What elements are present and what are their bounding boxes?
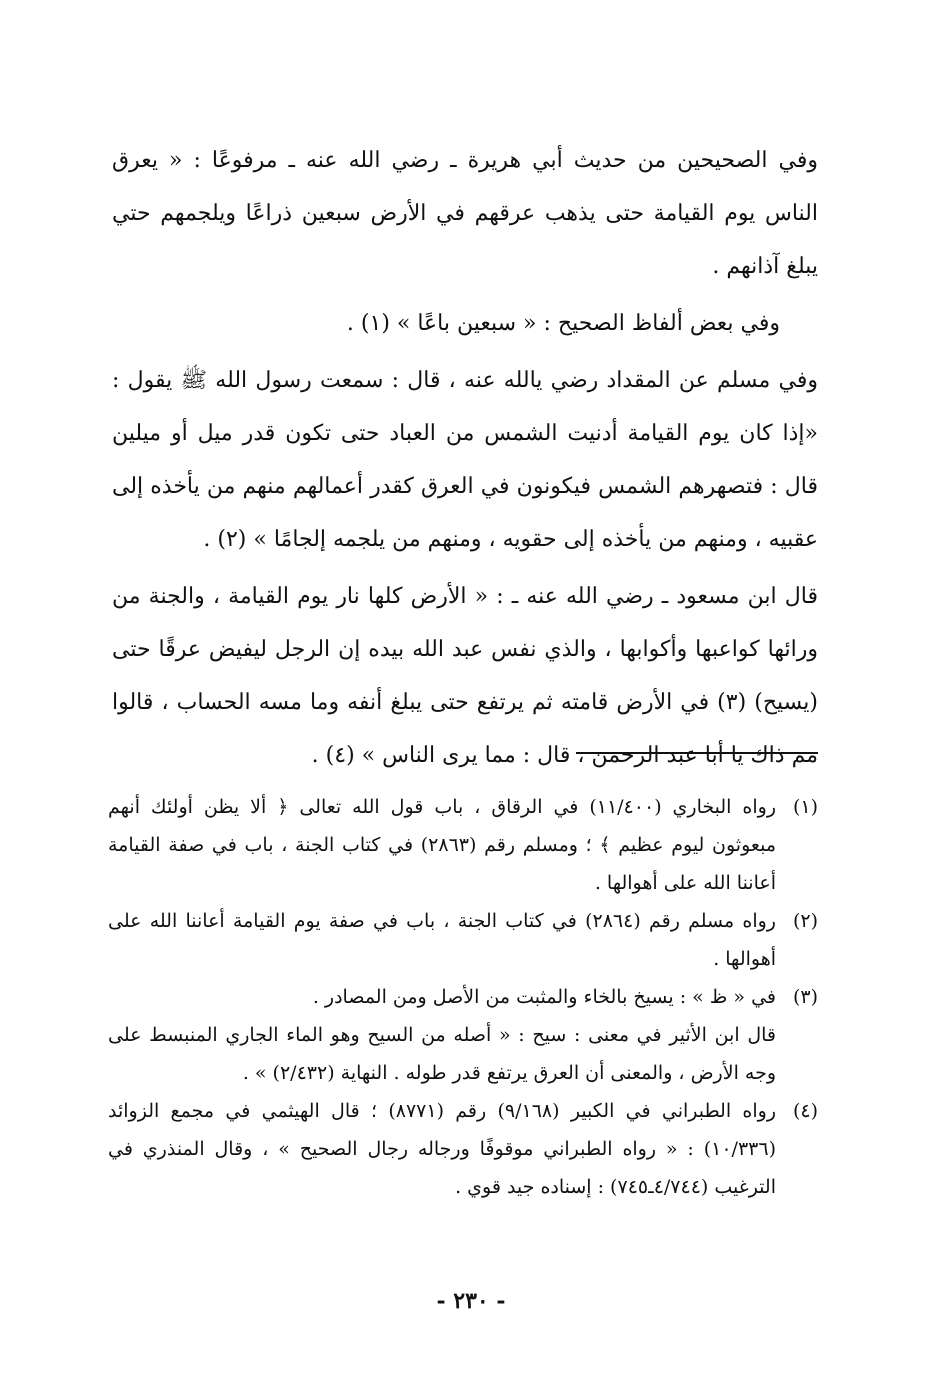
paragraph-2: وفي بعض ألفاظ الصحيح : « سبعين باعًا » (١) . [346, 311, 780, 336]
footnote-text: رواه الطبراني في الكبير (٩/١٦٨) رقم (٨٧٧١) ؛ قال الهيثمي في مجمع الزوائد (١٠/٣٣٦) : « رواه الطبراني موقوفًا ورجاله رجال الصحيح » ، وقال المنذري في الترغيب (٤/٧٤٤ـ٧٤٥) : إسناده جيد قوي . [108, 1100, 777, 1198]
footnote-number: (٤) [792, 1100, 818, 1122]
footnote-text: رواه البخاري (١١/٤٠٠) في الرقاق ، باب قول الله تعالى ﴿ ألا يظن أولئك أنهم مبعوثون ليوم عظيم ﴾ ؛ ومسلم رقم (٢٨٦٣) في كتاب الجنة ، باب في صفة القيامة أعاننا الله على أهوالها . [108, 796, 776, 894]
paragraph-3: وفي مسلم عن المقداد رضي يالله عنه ، قال : سمعت رسول الله ﷺ يقول : «إذا كان يوم القيامة أدنيت الشمس من العباد حتى تكون قدر ميل أو ميلين قال : فتصهرهم الشمس فيكونون في العرق كقدر أعمالهم منهم من يأخذه إلى عقبيه ، ومنهم من يأخذه إلى حقويه ، ومنهم من يلجمه إلجامًا » (٢) . [112, 368, 818, 552]
footnote-1 [108, 788, 818, 902]
footnote-continuation: قال ابن الأثير في معنى : سيح : « أصله من السيح وهو الماء الجاري المنبسط على وجه الأرض ، والمعنى أن العرق يرتفع قدر طوله . النهاية (٢/٤٣٢) » . [108, 1024, 776, 1084]
paragraph-1: وفي الصحيحين من حديث أبي هريرة ـ رضي الله عنه ـ مرفوعًا : « يعرق الناس يوم القيامة حتى يذهب عرقهم في الأرض سبعين ذراعًا ويلجمهم حتي يبلغ آذانهم . [112, 148, 818, 279]
footnote-number: (١) [792, 796, 818, 818]
footnote-number: (٣) [792, 986, 818, 1008]
paragraph-4: قال ابن مسعود ـ رضي الله عنه ـ : « الأرض كلها نار يوم القيامة ، والجنة من ورائها كواعبها وأكوابها ، والذي نفس عبد الله بيده إن الرجل ليفيض عرقًا حتى (يسيح) (٣) في الأرض قامته ثم يرتفع حتى يبلغ أنفه وما مسه الحساب ، قالوا مم ذاك يا أبا عبد الرحمن ، قال : مما يرى الناس » (٤) . [112, 584, 818, 768]
footnote-text: في « ظ » : يسيخ بالخاء والمثبت من الأصل ومن المصادر . [312, 986, 776, 1008]
footnote-number: (٢) [792, 910, 818, 932]
footnote-body [108, 978, 776, 1092]
main-text [112, 134, 818, 782]
footnote-separator [576, 752, 818, 754]
footnote-2 [108, 902, 818, 978]
page-number: - ٢٣٠ - [436, 1288, 506, 1314]
footnote-text: رواه مسلم رقم (٢٨٦٤) في كتاب الجنة ، باب في صفة يوم القيامة أعاننا الله على أهوالها . [108, 910, 776, 970]
footnote-4 [108, 1092, 818, 1206]
footnotes [108, 788, 818, 1206]
footnote-3 [108, 978, 818, 1092]
